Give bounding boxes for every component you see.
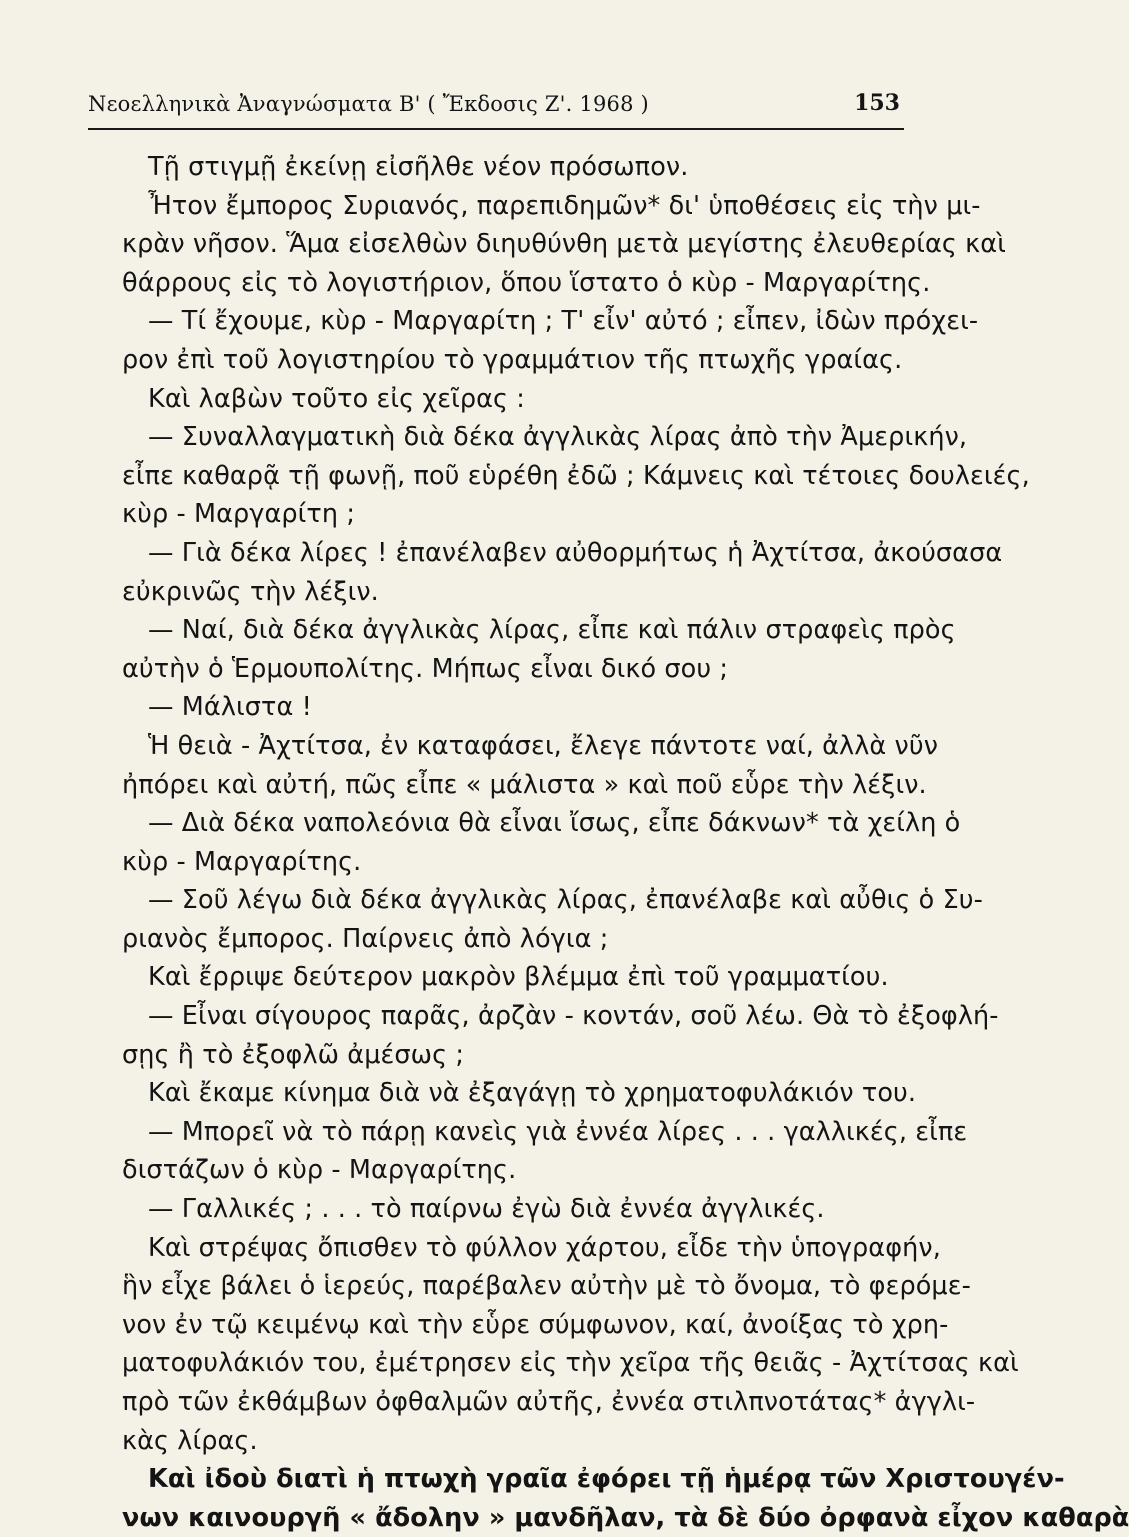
text-line: εὐκρινῶς τὴν λέξιν. [122,576,379,607]
text-line: — Σοῦ λέγω διὰ δέκα ἀγγλικὰς λίρας, ἐπανέλαβε καὶ αὖθις ὁ Συ- [148,885,983,916]
page-header [88,88,904,128]
text-line: νον ἐν τῷ κειμένῳ καὶ τὴν εὗρε σύμφωνον, καί, ἀνοίξας τὸ χρη- [122,1309,949,1340]
text-line: αὐτὴν ὁ Ἑρμουπολίτης. Μήπως εἶναι δικό σου ; [122,653,729,684]
text-line: σῃς ἢ τὸ ἐξοφλῶ ἀμέσως ; [122,1039,465,1070]
text-line: — Γαλλικές ; . . . τὸ παίρνω ἐγὼ διὰ ἐννέα ἀγγλικές. [148,1194,825,1225]
text-line: Ἡ θειὰ - Ἀχτίτσα, ἐν καταφάσει, ἔλεγε πάντοτε ναί, ἀλλὰ νῦν [148,730,939,761]
text-line: — Γιὰ δέκα λίρες ! ἐπανέλαβεν αὐθορμήτως ἡ Ἀχτίτσα, ἀκούσασα [148,537,1003,568]
text-line: — Συναλλαγματικὴ διὰ δέκα ἀγγλικὰς λίρας ἀπὸ τὴν Ἀμερικήν, [148,422,968,453]
page-number: 153 [854,90,900,116]
text-line: Καὶ ἔρριψε δεύτερον μακρὸν βλέμμα ἐπὶ τοῦ γραμματίου. [148,962,889,993]
text-line: εἶπε καθαρᾷ τῇ φωνῇ, ποῦ εὑρέθη ἐδῶ ; Κάμνεις καὶ τέτοιες δουλειές, [122,460,1030,491]
text-line: Καὶ ἔκαμε κίνημα διὰ νὰ ἐξαγάγῃ τὸ χρηματοφυλάκιόν του. [148,1078,917,1109]
text-line: Καὶ ἰδοὺ διατὶ ἡ πτωχὴ γραῖα ἐφόρει τῇ ἡμέρᾳ τῶν Χριστουγέν- [148,1464,1065,1495]
text-line: — Διὰ δέκα ναπολεόνια θὰ εἶναι ἴσως, εἶπε δάκνων* τὰ χείλη ὁ [148,808,961,839]
text-line: ἣν εἶχε βάλει ὁ ἱερεύς, παρέβαλεν αὐτὴν μὲ τὸ ὄνομα, τὸ φερόμε- [122,1271,971,1302]
body-text [122,148,1129,1537]
running-title: Νεοελληνικὰ Ἀναγνώσματα Β' ( Ἔκδοσις Ζ'. 1968 ) [88,92,649,116]
text-line: Ἦτον ἔμπορος Συριανός, παρεπιδημῶν* δι' ὑποθέσεις εἰς τὴν μι- [148,190,981,221]
text-line: κὺρ - Μαργαρίτης. [122,846,362,877]
text-line: — Μάλιστα ! [148,692,312,723]
text-line: ριανὸς ἔμπορος. Παίρνεις ἀπὸ λόγια ; [122,923,609,954]
text-line: — Μπορεῖ νὰ τὸ πάρῃ κανεὶς γιὰ ἐννέα λίρες . . . γαλλικές, εἶπε [148,1116,968,1147]
text-line: διστάζων ὁ κὺρ - Μαργαρίτης. [122,1155,517,1186]
text-line: κὺρ - Μαργαρίτη ; [122,499,356,530]
text-line: — Εἶναι σίγουρος παρᾶς, ἀρζὰν - κοντάν, σοῦ λέω. Θὰ τὸ ἐξοφλή- [148,1001,999,1032]
text-line: Τῇ στιγμῇ ἐκείνῃ εἰσῆλθε νέον πρόσωπον. [148,152,689,182]
text-line: κρὰν νῆσον. Ἅμα εἰσελθὼν διηυθύνθη μετὰ μεγίστης ἐλευθερίας καὶ [122,229,1006,260]
text-line: θάρρους εἰς τὸ λογιστήριον, ὅπου ἵστατο ὁ κὺρ - Μαργαρίτης. [122,267,931,298]
text-line: ρον ἐπὶ τοῦ λογιστηρίου τὸ γραμμάτιον τῆς πτωχῆς γραίας. [122,344,903,375]
text-line: Καὶ λαβὼν τοῦτο εἰς χεῖρας : [148,383,525,414]
text-line: νων καινουργῆ « ἄδολην » μανδῆλαν, τὰ δὲ δύο ὀρφανὰ εἶχον καθαρὰ [122,1502,1129,1533]
text-line: κὰς λίρας. [122,1425,258,1456]
text-line: — Ναί, διὰ δέκα ἀγγλικὰς λίρας, εἶπε καὶ πάλιν στραφεὶς πρὸς [148,615,956,646]
text-line: ἠπόρει καὶ αὐτή, πῶς εἶπε « μάλιστα » καὶ ποῦ εὗρε τὴν λέξιν. [122,769,927,800]
text-line: ματοφυλάκιόν του, ἐμέτρησεν εἰς τὴν χεῖρα τῆς θειᾶς - Ἀχτίτσας καὶ [122,1348,1019,1379]
text-line: Καὶ στρέψας ὄπισθεν τὸ φύλλον χάρτου, εἶδε τὴν ὑπογραφήν, [148,1232,941,1263]
text-line: — Τί ἔχουμε, κὺρ - Μαργαρίτη ; Τ' εἶν' αὐτό ; εἶπεν, ἰδὼν πρόχει- [148,306,979,337]
header-rule [88,128,904,130]
text-line: πρὸ τῶν ἐκθάμβων ὀφθαλμῶν αὐτῆς, ἐννέα στιλπνοτάτας* ἀγγλι- [122,1387,976,1417]
